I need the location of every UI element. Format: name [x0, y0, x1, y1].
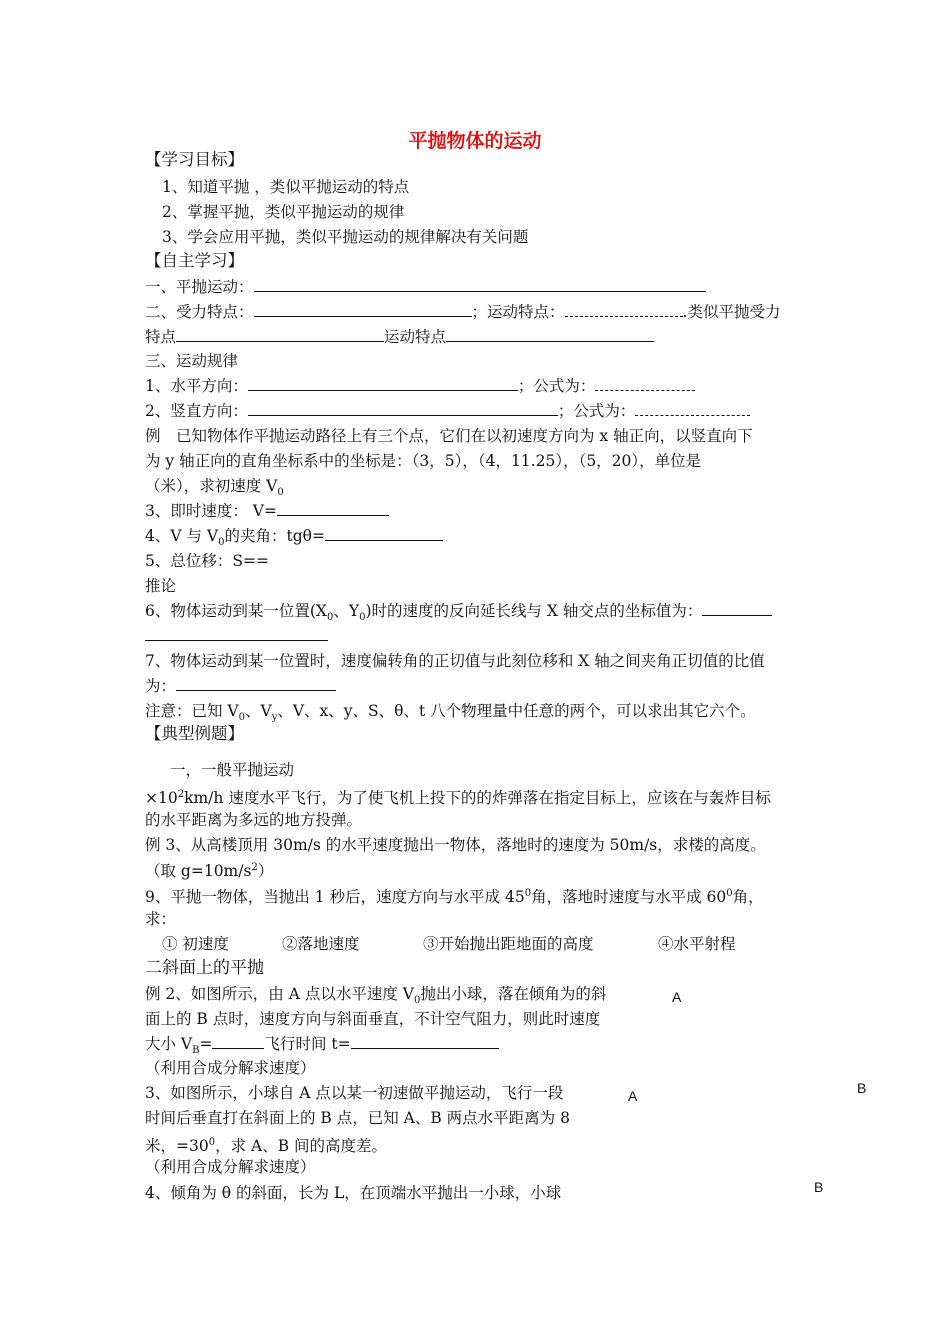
- motion-label: ；运动特点：: [471, 303, 565, 321]
- figure-label-a-2: A: [628, 1088, 638, 1104]
- line-force: [145, 302, 780, 322]
- hint-1: （利用合成分解求速度）: [145, 1059, 316, 1077]
- blank-vb[interactable]: [212, 1034, 264, 1049]
- line-similar: [145, 327, 654, 347]
- subscript: 0: [238, 712, 245, 724]
- vertical-label: 2、竖直方向：: [145, 402, 248, 420]
- section-goals: 【学习目标】: [145, 150, 244, 169]
- example-4: 4、倾角为 θ 的斜面，长为 L，在顶端水平抛出一小球，小球: [145, 1184, 562, 1202]
- e9-b: 角，落地时速度与水平成 60: [531, 888, 727, 907]
- example-line-3: [145, 476, 284, 503]
- line-ratio: [145, 676, 336, 696]
- blank-definition[interactable]: [254, 277, 706, 292]
- subscript: 0: [218, 537, 225, 549]
- example-line-2: 为 y 轴正向的直角坐标系中的坐标是：（3，5），（4，11.25），（5，20），单位是: [145, 452, 702, 470]
- e2-b: 抛出小球，落在倾角为的斜: [420, 985, 607, 1003]
- line-definition: [145, 277, 706, 297]
- subscript: 0: [326, 612, 334, 624]
- example-9-ask: 求：: [145, 910, 177, 928]
- subsection-incline: 二斜面上的平抛: [145, 958, 264, 978]
- formula-label: ；公式为：: [517, 377, 596, 395]
- note-b: 、V: [245, 702, 272, 720]
- example-line-1: 例 已知物体作平抛运动路径上有三个点，它们在以初速度方向为 x 轴正向，以竖直向下: [145, 427, 753, 445]
- e2-a: 例 2、如图所示，由 A 点以水平速度 V: [145, 985, 414, 1003]
- blank-velocity[interactable]: [277, 501, 389, 516]
- blank-vertical-formula[interactable]: [635, 401, 750, 416]
- example-bomb-2: 的水平距离为多远的地方投弹。: [145, 811, 363, 829]
- figure-label-b-2: B: [814, 1179, 824, 1195]
- e2-d: 大小 V: [145, 1035, 193, 1053]
- blank-time[interactable]: [351, 1034, 499, 1049]
- force-label: 二、受力特点：: [145, 303, 254, 321]
- bomb-b: km/h 速度水平飞行，为了使飞机上投下的的炸弹落在指定目标上，应该在与轰炸目标: [184, 789, 771, 808]
- line-instant-velocity: [145, 501, 389, 521]
- e3-c: 米，=30: [145, 1137, 209, 1156]
- blank-similar-force[interactable]: [176, 327, 384, 342]
- blank-angle[interactable]: [325, 526, 443, 541]
- blank-intercept[interactable]: [702, 601, 772, 616]
- subscript: y: [271, 712, 278, 724]
- section-self-study: 【自主学习】: [145, 251, 244, 270]
- superscript: 2: [177, 789, 185, 800]
- line-laws: 三、运动规律: [145, 352, 239, 370]
- blank-intercept-continued[interactable]: [145, 640, 328, 641]
- corollary-6-b: 、Y: [333, 602, 360, 620]
- figure-label-b: B: [857, 1080, 867, 1096]
- superscript: 0: [726, 888, 733, 899]
- corollary-6-a: 6、物体运动到某一位置(X: [145, 602, 327, 620]
- formula-label-2: ；公式为：: [557, 402, 636, 420]
- option-3: ③开始抛出距地面的高度: [423, 935, 594, 953]
- g-b: ）: [257, 862, 274, 881]
- note-a: 注意：已知 V: [145, 702, 239, 720]
- note-c: 、V、x、y、S、θ、t 八个物理量中任意的两个，可以求出其它六个。: [277, 702, 756, 720]
- example-3: 例 3、从高楼顶用 30m/s 的水平速度抛出一物体，落地时的速度为 50m/s，求楼的高度。: [145, 836, 766, 854]
- subscript: 0: [277, 487, 284, 499]
- line-displacement: 5、总位移：S==: [145, 552, 269, 570]
- blank-ratio[interactable]: [176, 676, 336, 691]
- superscript: 0: [208, 1137, 216, 1148]
- blank-force[interactable]: [254, 302, 472, 317]
- goal-3: 3、学会应用平抛，类似平抛运动的规律解决有关问题: [162, 228, 529, 246]
- line-vertical: [145, 401, 750, 421]
- bomb-a: ×10: [145, 789, 178, 808]
- subscript: 0: [413, 995, 421, 1007]
- line-corollary-6: [145, 601, 772, 628]
- example-2-line-2: 面上的 B 点时，速度方向与斜面垂直，不计空气阻力，则此时速度: [145, 1010, 601, 1028]
- line-corollary: 推论: [145, 577, 177, 595]
- line-corollary-7: 7、物体运动到某一位置时，速度偏转角的正切值与此刻位移和 X 轴之间夹角正切值的比值: [145, 652, 765, 670]
- instant-velocity-label: 3、即时速度： V=: [145, 502, 277, 520]
- superscript: 0: [524, 888, 532, 899]
- line-horizontal: [145, 376, 695, 396]
- example-3b-line-1: 3、如图所示，小球自 A 点以某一初速做平抛运动，飞行一段: [145, 1084, 564, 1102]
- similar-motion-label: 运动特点: [384, 328, 447, 346]
- blank-motion[interactable]: [565, 302, 683, 317]
- similar-force-label-2: 特点: [145, 328, 177, 346]
- subsection-general: 一，一般平抛运动: [170, 761, 295, 779]
- subscript: B: [192, 1045, 200, 1057]
- blank-similar-motion[interactable]: [446, 327, 654, 342]
- e3-d: ，求 A、B 间的高度差。: [215, 1137, 388, 1156]
- superscript: 2: [251, 862, 258, 873]
- e2-e: =: [199, 1035, 213, 1053]
- example-3-g: [145, 858, 273, 881]
- blank-horizontal[interactable]: [248, 376, 518, 391]
- option-2: ②落地速度: [282, 935, 360, 953]
- line-definition-label: 一、平抛运动：: [145, 278, 254, 296]
- similar-force-label: .类似平抛受力: [682, 303, 781, 321]
- example-3b-line-3: [145, 1133, 387, 1156]
- corollary-6-c: )时的速度的反向延长线与 X 轴交点的坐标值为：: [365, 602, 703, 620]
- e9-c: 角，: [732, 888, 764, 907]
- blank-vertical[interactable]: [248, 401, 558, 416]
- subscript: 0: [359, 612, 366, 624]
- e9-a: 9、平抛一物体，当抛出 1 秒后，速度方向与水平成 45: [145, 888, 525, 907]
- page-title: 平抛物体的运动: [408, 130, 542, 152]
- goal-2: 2、掌握平抛，类似平抛运动的规律: [162, 203, 405, 221]
- horizontal-label: 1、水平方向：: [145, 377, 248, 395]
- example-9: [145, 884, 764, 907]
- angle-label: 4、V 与 V: [145, 527, 219, 545]
- goal-1: 1、知道平抛 ，类似平抛运动的特点: [162, 178, 410, 196]
- figure-label-a: A: [672, 989, 682, 1005]
- ratio-label: 为：: [145, 677, 177, 695]
- blank-horizontal-formula[interactable]: [595, 376, 695, 391]
- example-bomb-1: [145, 785, 771, 808]
- example-3b-line-2: 时间后垂直打在斜面上的 B 点，已知 A、B 两点水平距离为 8: [145, 1109, 570, 1127]
- section-examples: 【典型例题】: [145, 724, 244, 743]
- option-4: ④水平射程: [658, 935, 736, 953]
- angle-label-2: 的夹角：tgθ=: [224, 527, 325, 545]
- example-2-line-1: [145, 984, 606, 1011]
- e2-f: 飞行时间 t=: [264, 1035, 351, 1053]
- option-1: ① 初速度: [162, 935, 229, 953]
- example-line-3-text: （米），求初速度 V: [145, 477, 278, 495]
- g-a: （取 g=10m/s: [145, 862, 252, 881]
- line-angle: [145, 526, 443, 553]
- hint-2: （利用合成分解求速度）: [145, 1158, 316, 1176]
